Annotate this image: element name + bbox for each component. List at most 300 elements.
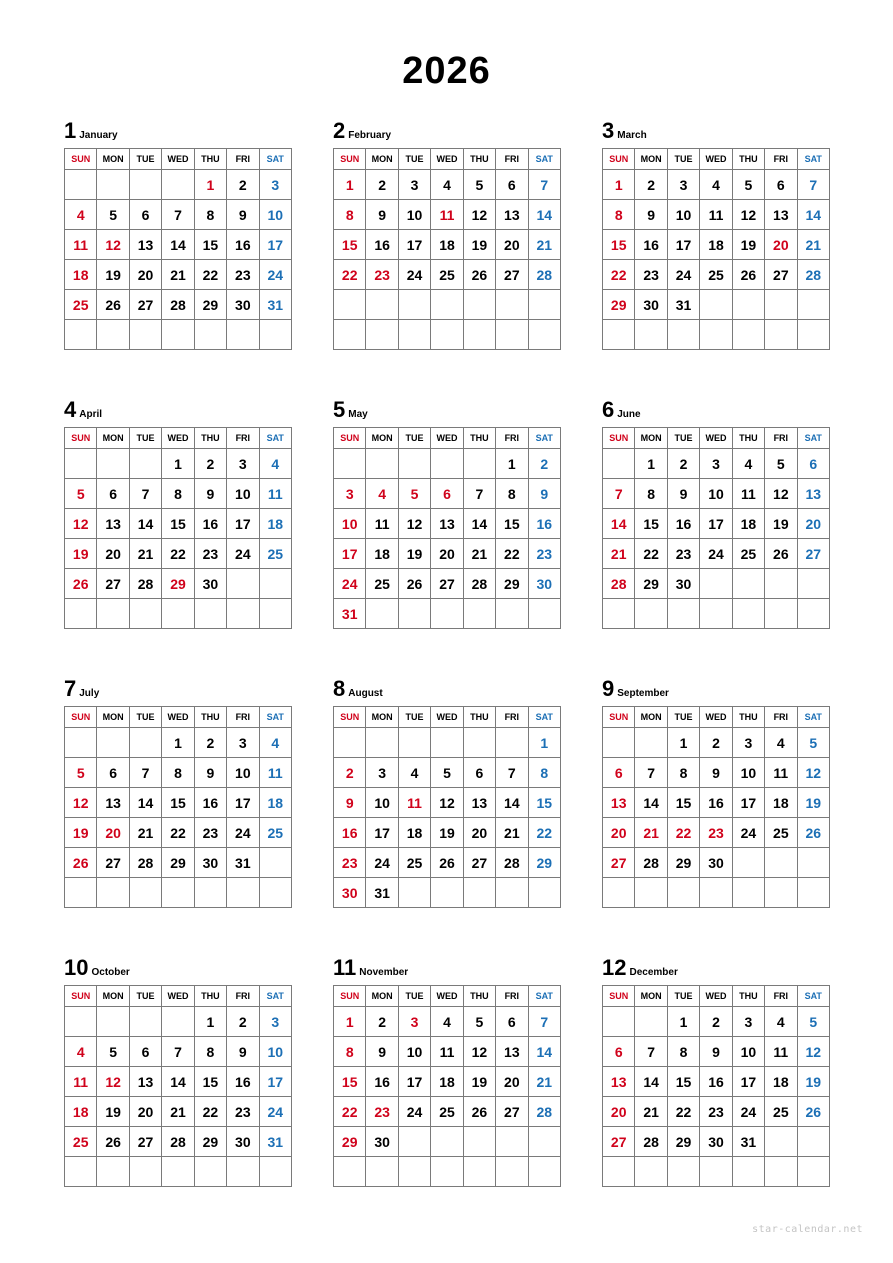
week-row: [65, 818, 292, 848]
day-cell: 5: [65, 479, 97, 509]
week-row: [65, 260, 292, 290]
day-cell: 5: [97, 1037, 129, 1067]
day-cell: 4: [65, 200, 97, 230]
day-cell: 21: [635, 1097, 667, 1127]
week-row: [65, 170, 292, 200]
day-cell: 5: [797, 1007, 829, 1037]
day-cell: 21: [797, 230, 829, 260]
day-cell: 9: [194, 758, 226, 788]
day-cell: 1: [667, 728, 699, 758]
day-cell: 14: [635, 1067, 667, 1097]
day-cell: [97, 1157, 129, 1187]
day-cell: [227, 599, 259, 629]
day-cell: 3: [227, 449, 259, 479]
week-row: [603, 1007, 830, 1037]
weekday-label: THU: [194, 986, 226, 1007]
day-cell: [603, 320, 635, 350]
day-cell: 13: [603, 788, 635, 818]
day-cell: [129, 599, 161, 629]
day-cell: 28: [635, 1127, 667, 1157]
day-cell: 23: [366, 260, 398, 290]
day-cell: 1: [635, 449, 667, 479]
weekday-label: FRI: [496, 149, 528, 170]
day-cell: 12: [97, 1067, 129, 1097]
weekday-label: SUN: [334, 986, 366, 1007]
day-cell: 25: [765, 818, 797, 848]
day-cell: 10: [227, 479, 259, 509]
day-cell: 12: [797, 758, 829, 788]
weekday-label: WED: [162, 707, 194, 728]
day-cell: [194, 599, 226, 629]
week-row: [603, 1157, 830, 1187]
day-cell: 30: [700, 1127, 732, 1157]
day-cell: 13: [496, 200, 528, 230]
day-cell: 26: [65, 848, 97, 878]
day-cell: [496, 1127, 528, 1157]
month-number: 5: [333, 397, 346, 422]
day-cell: 14: [162, 1067, 194, 1097]
week-row: [603, 509, 830, 539]
day-cell: 29: [162, 848, 194, 878]
day-cell: 22: [667, 1097, 699, 1127]
day-cell: [431, 290, 463, 320]
day-cell: 17: [667, 230, 699, 260]
day-cell: 8: [194, 1037, 226, 1067]
weekday-label: THU: [463, 707, 495, 728]
week-row: [65, 1067, 292, 1097]
day-cell: [129, 1157, 161, 1187]
month-september: [602, 676, 830, 908]
day-cell: [700, 290, 732, 320]
day-cell: 21: [162, 1097, 194, 1127]
week-row: [65, 1007, 292, 1037]
weekday-label: WED: [700, 707, 732, 728]
day-cell: 6: [496, 1007, 528, 1037]
weekday-label: SUN: [65, 428, 97, 449]
day-cell: [65, 1157, 97, 1187]
day-cell: 28: [603, 569, 635, 599]
day-cell: 8: [194, 200, 226, 230]
day-cell: [463, 728, 495, 758]
weekday-header-row: [65, 428, 292, 449]
day-cell: 26: [463, 260, 495, 290]
day-cell: 4: [366, 479, 398, 509]
day-cell: [97, 878, 129, 908]
day-cell: 16: [700, 1067, 732, 1097]
day-cell: 17: [398, 1067, 430, 1097]
day-cell: 8: [162, 479, 194, 509]
day-cell: 25: [366, 569, 398, 599]
day-cell: 7: [496, 758, 528, 788]
week-row: [65, 1157, 292, 1187]
day-cell: 9: [194, 479, 226, 509]
day-cell: 12: [97, 230, 129, 260]
day-cell: [97, 728, 129, 758]
week-row: [603, 260, 830, 290]
day-cell: [431, 1127, 463, 1157]
day-cell: [797, 569, 829, 599]
day-cell: 31: [366, 878, 398, 908]
day-cell: 17: [732, 1067, 764, 1097]
day-cell: 27: [765, 260, 797, 290]
weekday-label: THU: [194, 707, 226, 728]
day-cell: 3: [398, 170, 430, 200]
day-cell: 4: [732, 449, 764, 479]
day-cell: 17: [259, 1067, 291, 1097]
week-row: [603, 290, 830, 320]
month-number: 12: [602, 955, 627, 980]
day-cell: 10: [259, 1037, 291, 1067]
day-cell: [334, 728, 366, 758]
day-cell: 16: [194, 788, 226, 818]
day-cell: 30: [700, 848, 732, 878]
day-cell: 25: [732, 539, 764, 569]
day-cell: [259, 878, 291, 908]
weekday-label: TUE: [398, 986, 430, 1007]
week-row: [334, 509, 561, 539]
day-cell: 17: [366, 818, 398, 848]
day-cell: 24: [227, 539, 259, 569]
day-cell: 22: [334, 260, 366, 290]
day-cell: 29: [667, 1127, 699, 1157]
day-cell: [765, 290, 797, 320]
day-cell: [366, 728, 398, 758]
day-cell: 22: [162, 539, 194, 569]
day-cell: 3: [227, 728, 259, 758]
week-row: [65, 449, 292, 479]
day-cell: 25: [259, 539, 291, 569]
day-cell: [667, 878, 699, 908]
day-cell: 8: [603, 200, 635, 230]
day-cell: 15: [496, 509, 528, 539]
day-cell: [732, 569, 764, 599]
day-cell: 21: [496, 818, 528, 848]
day-cell: 12: [463, 1037, 495, 1067]
day-cell: 12: [65, 509, 97, 539]
day-cell: [194, 1157, 226, 1187]
day-cell: 5: [431, 758, 463, 788]
day-cell: 8: [496, 479, 528, 509]
day-cell: 7: [797, 170, 829, 200]
day-cell: 29: [603, 290, 635, 320]
week-row: [334, 878, 561, 908]
week-row: [603, 200, 830, 230]
day-cell: [97, 599, 129, 629]
day-cell: 28: [162, 1127, 194, 1157]
day-cell: [227, 1157, 259, 1187]
day-cell: [398, 1157, 430, 1187]
day-cell: 15: [528, 788, 560, 818]
day-cell: 8: [667, 758, 699, 788]
weekday-label: TUE: [398, 707, 430, 728]
week-row: [334, 1157, 561, 1187]
month-table: [64, 706, 292, 908]
week-row: [65, 509, 292, 539]
day-cell: 2: [194, 449, 226, 479]
day-cell: 25: [65, 1127, 97, 1157]
day-cell: 9: [227, 200, 259, 230]
day-cell: 15: [635, 509, 667, 539]
day-cell: [635, 878, 667, 908]
day-cell: 2: [635, 170, 667, 200]
day-cell: 24: [227, 818, 259, 848]
day-cell: 16: [334, 818, 366, 848]
weekday-label: SUN: [334, 707, 366, 728]
day-cell: 20: [129, 260, 161, 290]
day-cell: [398, 728, 430, 758]
day-cell: 27: [431, 569, 463, 599]
month-table: [64, 427, 292, 629]
day-cell: 12: [463, 200, 495, 230]
day-cell: [334, 290, 366, 320]
day-cell: 24: [259, 1097, 291, 1127]
day-cell: 6: [431, 479, 463, 509]
day-cell: [162, 170, 194, 200]
weekday-header-row: [334, 428, 561, 449]
day-cell: 30: [528, 569, 560, 599]
day-cell: [797, 290, 829, 320]
day-cell: 1: [334, 170, 366, 200]
month-table: [333, 985, 561, 1187]
day-cell: 29: [194, 290, 226, 320]
day-cell: 16: [667, 509, 699, 539]
day-cell: 26: [732, 260, 764, 290]
day-cell: [700, 569, 732, 599]
day-cell: 14: [162, 230, 194, 260]
month-header: [602, 955, 678, 981]
day-cell: 4: [259, 449, 291, 479]
day-cell: 2: [194, 728, 226, 758]
day-cell: [65, 170, 97, 200]
day-cell: 24: [259, 260, 291, 290]
day-cell: [700, 599, 732, 629]
day-cell: 14: [603, 509, 635, 539]
day-cell: 14: [463, 509, 495, 539]
day-cell: 15: [194, 230, 226, 260]
day-cell: [603, 728, 635, 758]
week-row: [334, 170, 561, 200]
week-row: [334, 818, 561, 848]
day-cell: [129, 728, 161, 758]
day-cell: [259, 599, 291, 629]
weekday-label: WED: [700, 149, 732, 170]
day-cell: [129, 170, 161, 200]
week-row: [603, 170, 830, 200]
day-cell: 16: [194, 509, 226, 539]
day-cell: 18: [259, 509, 291, 539]
weekday-label: MON: [366, 707, 398, 728]
weekday-label: SAT: [797, 707, 829, 728]
weekday-label: WED: [162, 428, 194, 449]
day-cell: 3: [259, 170, 291, 200]
day-cell: [431, 320, 463, 350]
day-cell: 3: [259, 1007, 291, 1037]
day-cell: 22: [334, 1097, 366, 1127]
day-cell: 7: [162, 200, 194, 230]
day-cell: [528, 1127, 560, 1157]
day-cell: 19: [797, 788, 829, 818]
day-cell: [667, 599, 699, 629]
day-cell: 16: [227, 230, 259, 260]
day-cell: [732, 848, 764, 878]
day-cell: 2: [366, 1007, 398, 1037]
month-header: [333, 118, 391, 144]
month-table: [333, 148, 561, 350]
month-name: January: [79, 130, 118, 141]
day-cell: 20: [129, 1097, 161, 1127]
day-cell: 4: [431, 1007, 463, 1037]
day-cell: 30: [635, 290, 667, 320]
weekday-label: WED: [431, 707, 463, 728]
year-title: 2026: [402, 50, 491, 92]
day-cell: 22: [496, 539, 528, 569]
day-cell: [603, 599, 635, 629]
month-name: April: [79, 409, 103, 420]
day-cell: [259, 1157, 291, 1187]
day-cell: 21: [129, 539, 161, 569]
day-cell: 5: [732, 170, 764, 200]
day-cell: 17: [259, 230, 291, 260]
day-cell: 24: [366, 848, 398, 878]
day-cell: 20: [603, 1097, 635, 1127]
week-row: [603, 1037, 830, 1067]
day-cell: 20: [496, 230, 528, 260]
month-number: 1: [64, 118, 77, 143]
day-cell: [765, 1127, 797, 1157]
month-header: [333, 397, 368, 423]
week-row: [603, 230, 830, 260]
day-cell: 22: [603, 260, 635, 290]
day-cell: [162, 599, 194, 629]
day-cell: 6: [97, 758, 129, 788]
day-cell: [97, 170, 129, 200]
day-cell: 8: [162, 758, 194, 788]
day-cell: 28: [463, 569, 495, 599]
weekday-label: SAT: [259, 428, 291, 449]
day-cell: 16: [227, 1067, 259, 1097]
day-cell: 25: [700, 260, 732, 290]
weekday-label: TUE: [398, 149, 430, 170]
day-cell: 14: [528, 1037, 560, 1067]
week-row: [603, 449, 830, 479]
day-cell: [463, 1127, 495, 1157]
day-cell: [797, 1127, 829, 1157]
month-table: [333, 427, 561, 629]
day-cell: 20: [463, 818, 495, 848]
day-cell: [700, 1157, 732, 1187]
weekday-header-row: [65, 149, 292, 170]
week-row: [65, 878, 292, 908]
day-cell: [398, 1127, 430, 1157]
week-row: [65, 848, 292, 878]
month-april: [64, 397, 292, 629]
day-cell: 20: [603, 818, 635, 848]
week-row: [65, 788, 292, 818]
month-november: [333, 955, 561, 1187]
day-cell: 15: [667, 788, 699, 818]
day-cell: 11: [431, 1037, 463, 1067]
day-cell: [431, 449, 463, 479]
weekday-label: MON: [635, 428, 667, 449]
day-cell: 23: [227, 1097, 259, 1127]
day-cell: 10: [667, 200, 699, 230]
day-cell: 19: [463, 1067, 495, 1097]
day-cell: 17: [334, 539, 366, 569]
month-name: November: [359, 967, 409, 978]
day-cell: 29: [528, 848, 560, 878]
day-cell: 30: [667, 569, 699, 599]
weekday-label: TUE: [667, 149, 699, 170]
weekday-label: MON: [97, 707, 129, 728]
month-june: [602, 397, 830, 629]
week-row: [603, 599, 830, 629]
day-cell: 17: [700, 509, 732, 539]
day-cell: 9: [700, 758, 732, 788]
day-cell: 13: [603, 1067, 635, 1097]
month-table: [602, 148, 830, 350]
day-cell: 28: [496, 848, 528, 878]
day-cell: 16: [528, 509, 560, 539]
day-cell: [635, 320, 667, 350]
day-cell: 22: [162, 818, 194, 848]
day-cell: 6: [603, 1037, 635, 1067]
weekday-label: SUN: [65, 986, 97, 1007]
day-cell: 11: [398, 788, 430, 818]
day-cell: [334, 320, 366, 350]
day-cell: [635, 599, 667, 629]
week-row: [334, 1097, 561, 1127]
day-cell: [765, 320, 797, 350]
day-cell: 17: [227, 509, 259, 539]
day-cell: [398, 290, 430, 320]
day-cell: 1: [194, 170, 226, 200]
day-cell: 25: [765, 1097, 797, 1127]
day-cell: 26: [65, 569, 97, 599]
day-cell: 6: [463, 758, 495, 788]
day-cell: 18: [431, 1067, 463, 1097]
day-cell: 18: [732, 509, 764, 539]
day-cell: 2: [700, 1007, 732, 1037]
day-cell: 1: [162, 449, 194, 479]
weekday-label: SUN: [603, 986, 635, 1007]
day-cell: 7: [129, 758, 161, 788]
month-header: [64, 955, 130, 981]
week-row: [603, 320, 830, 350]
day-cell: 30: [194, 569, 226, 599]
day-cell: 18: [700, 230, 732, 260]
week-row: [603, 728, 830, 758]
day-cell: [635, 728, 667, 758]
day-cell: 18: [765, 788, 797, 818]
month-name: December: [629, 967, 678, 978]
day-cell: 8: [334, 1037, 366, 1067]
day-cell: 21: [528, 1067, 560, 1097]
weekday-label: TUE: [129, 149, 161, 170]
day-cell: 27: [603, 848, 635, 878]
day-cell: 9: [635, 200, 667, 230]
day-cell: 5: [797, 728, 829, 758]
day-cell: [162, 1157, 194, 1187]
week-row: [603, 848, 830, 878]
day-cell: 26: [97, 1127, 129, 1157]
weekday-label: FRI: [227, 986, 259, 1007]
weekday-label: FRI: [227, 707, 259, 728]
day-cell: 21: [528, 230, 560, 260]
week-row: [334, 290, 561, 320]
day-cell: 13: [97, 509, 129, 539]
day-cell: [528, 320, 560, 350]
day-cell: 23: [334, 848, 366, 878]
